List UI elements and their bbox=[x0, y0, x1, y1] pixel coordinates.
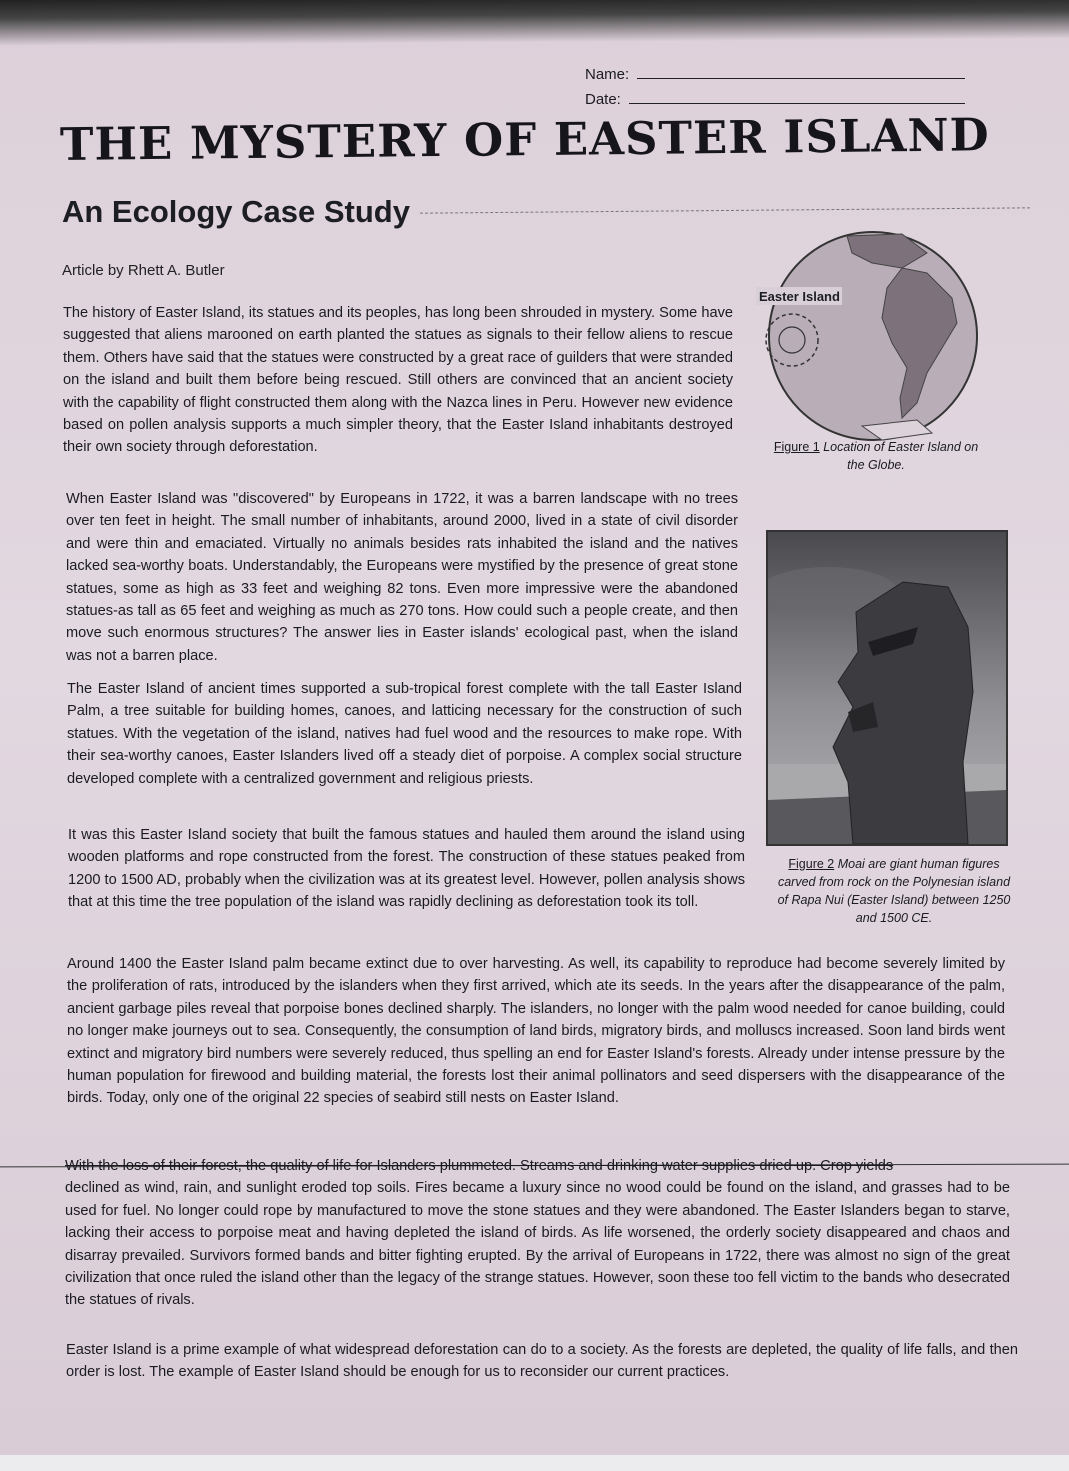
bottom-margin bbox=[0, 1455, 1069, 1471]
name-date-block bbox=[585, 58, 965, 108]
paragraph-3: The Easter Island of ancient times supported a sub-tropical forest complete with the tall Easter Island Palm, a tree suitable for building homes, canoes, and latticing necessary for the construction of such statues. With the vegetation of the island, natives had fuel wood and the resources to make rope. With their sea-worthy canoes, Easter Islanders lived off a steady diet of porpoise. A complex social structure developed complete with a centralized government and religious priests. bbox=[67, 681, 742, 787]
paragraph-5: Around 1400 the Easter Island palm became extinct due to over harvesting. As well, its capability to reproduce had become severely limited by the proliferation of rats, introduced by the islanders when they first arrived, which ate its seeds. In the years after the disappearance of the palm, ancient garbage piles reveal that porpoise bones declined sharply. The islanders, no longer with the palm wood needed for canoe building, could no longer make journeys out to sea. Consequently, the consumption of land birds, migratory birds, and molluscs increased. Soon land birds went extinct and migratory bird numbers were severely reduced, thus spelling an end for Easter Island's forests. Already under intense pressure by the human population for firewood and building material, the forests lost their animal pollinators and seed dispersers with the disappearance of the birds. Today, only one of the original 22 species of seabird still nests on Easter Island. bbox=[67, 956, 1005, 1107]
paragraph-4: It was this Easter Island society that built the famous statues and hauled them around the island using wooden platforms and rope constructed from the forest. The construction of these statues peaked from 1200 to 1500 AD, probably when the civilization was at its greatest level. However, pollen analysis shows that at this time the tree population of the island was rapidly declining as deforestation took its toll. bbox=[68, 827, 745, 911]
figure-2-caption bbox=[776, 855, 1012, 927]
byline: Article by Rhett A. Butler bbox=[62, 262, 225, 279]
figure-2-label: Figure 2 bbox=[788, 857, 835, 871]
page-title: THE MYSTERY OF EASTER ISLAND bbox=[59, 108, 990, 171]
subtitle-rule bbox=[420, 207, 1030, 213]
figure-1-text: Location of Easter Island on the Globe. bbox=[823, 440, 979, 472]
name-line bbox=[637, 78, 965, 79]
date-line bbox=[629, 103, 965, 104]
figure-1-caption bbox=[770, 438, 982, 474]
paragraph-6-rest: declined as wind, rain, and sunlight eroded top soils. Fires became a luxury since no wood could be found on the island, and grasses had to be used for fuel. No longer could rope by manufactured to move the stone statues and they were abandoned. The Easter Islanders began to starve, lacking their access to porpoise meat and having depleted the island of birds. As life worsened, the orderly society disappeared and chaos and disarray prevailed. Survivors formed bands and bitter fighting erupted. By the arrival of Europeans in 1722, there was almost no sign of the great civilization that once ruled the island other than the legacy of the strange statues. However, soon these too fell victim to the bands who desecrated the statues of rivals. bbox=[65, 1180, 1010, 1309]
page-subtitle: An Ecology Case Study bbox=[62, 194, 410, 229]
easter-island-label: Easter Island bbox=[759, 289, 840, 304]
photo-edge-shadow bbox=[0, 0, 1069, 46]
figure-2-text: Moai are giant human figures carved from rock on the Polynesian island of Rapa Nui (Easter Island) between 1250 and 1500 CE. bbox=[777, 857, 1011, 925]
figure-1-label: Figure 1 bbox=[773, 440, 820, 454]
paragraph-2: When Easter Island was "discovered" by Europeans in 1722, it was a barren landscape with no trees over ten feet in height. The small number of inhabitants, around 2000, lived in a state of civil disorder and were thin and emaciated. Virtually no animals besides rats inhabited the island and the natives lacked sea-worthy boats. Understandably, the Europeans were mystified by the presence of great stone statues, some as high as 33 feet and weighing 82 tons. Even more impressive were the abandoned statues-as tall as 65 feet and weighing as much as 270 tons. How could such a people create, and then move such enormous structures? The answer lies in Easter islands' ecological past, when the island was not a barren place. bbox=[66, 491, 738, 664]
paragraph-7: Easter Island is a prime example of what widespread deforestation can do to a society. As the forests are depleted, the quality of life falls, and then order is lost. The example of Easter Island should be enough for us to reconsider our current practices. bbox=[66, 1342, 1018, 1381]
globe-map-figure bbox=[752, 228, 994, 444]
paragraph-6-first-line: With the loss of their forest, the quality of life for Islanders plummeted. Streams and drinking water supplies dried up. Crop yields bbox=[65, 1158, 894, 1174]
date-label: Date: bbox=[585, 91, 621, 108]
paragraph-6 bbox=[65, 1155, 1010, 1312]
name-label: Name: bbox=[585, 66, 630, 83]
paragraph-1: The history of Easter Island, its statues and its peoples, has long been shrouded in mystery. Some have suggested that aliens marooned on earth planted the statues as signals to their fellow aliens to rescue them. Others have said that the statues were constructed by a great race of guilders that were stranded on the island and built them before being rescued. Still others are convinced that an ancient society with the capability of flight constructed them along with the Nazca lines in Peru. However new evidence based on pollen analysis supports a much simpler theory, that the Easter Island inhabitants destroyed their own society through deforestation. bbox=[63, 305, 733, 456]
moai-photo bbox=[766, 530, 1008, 846]
